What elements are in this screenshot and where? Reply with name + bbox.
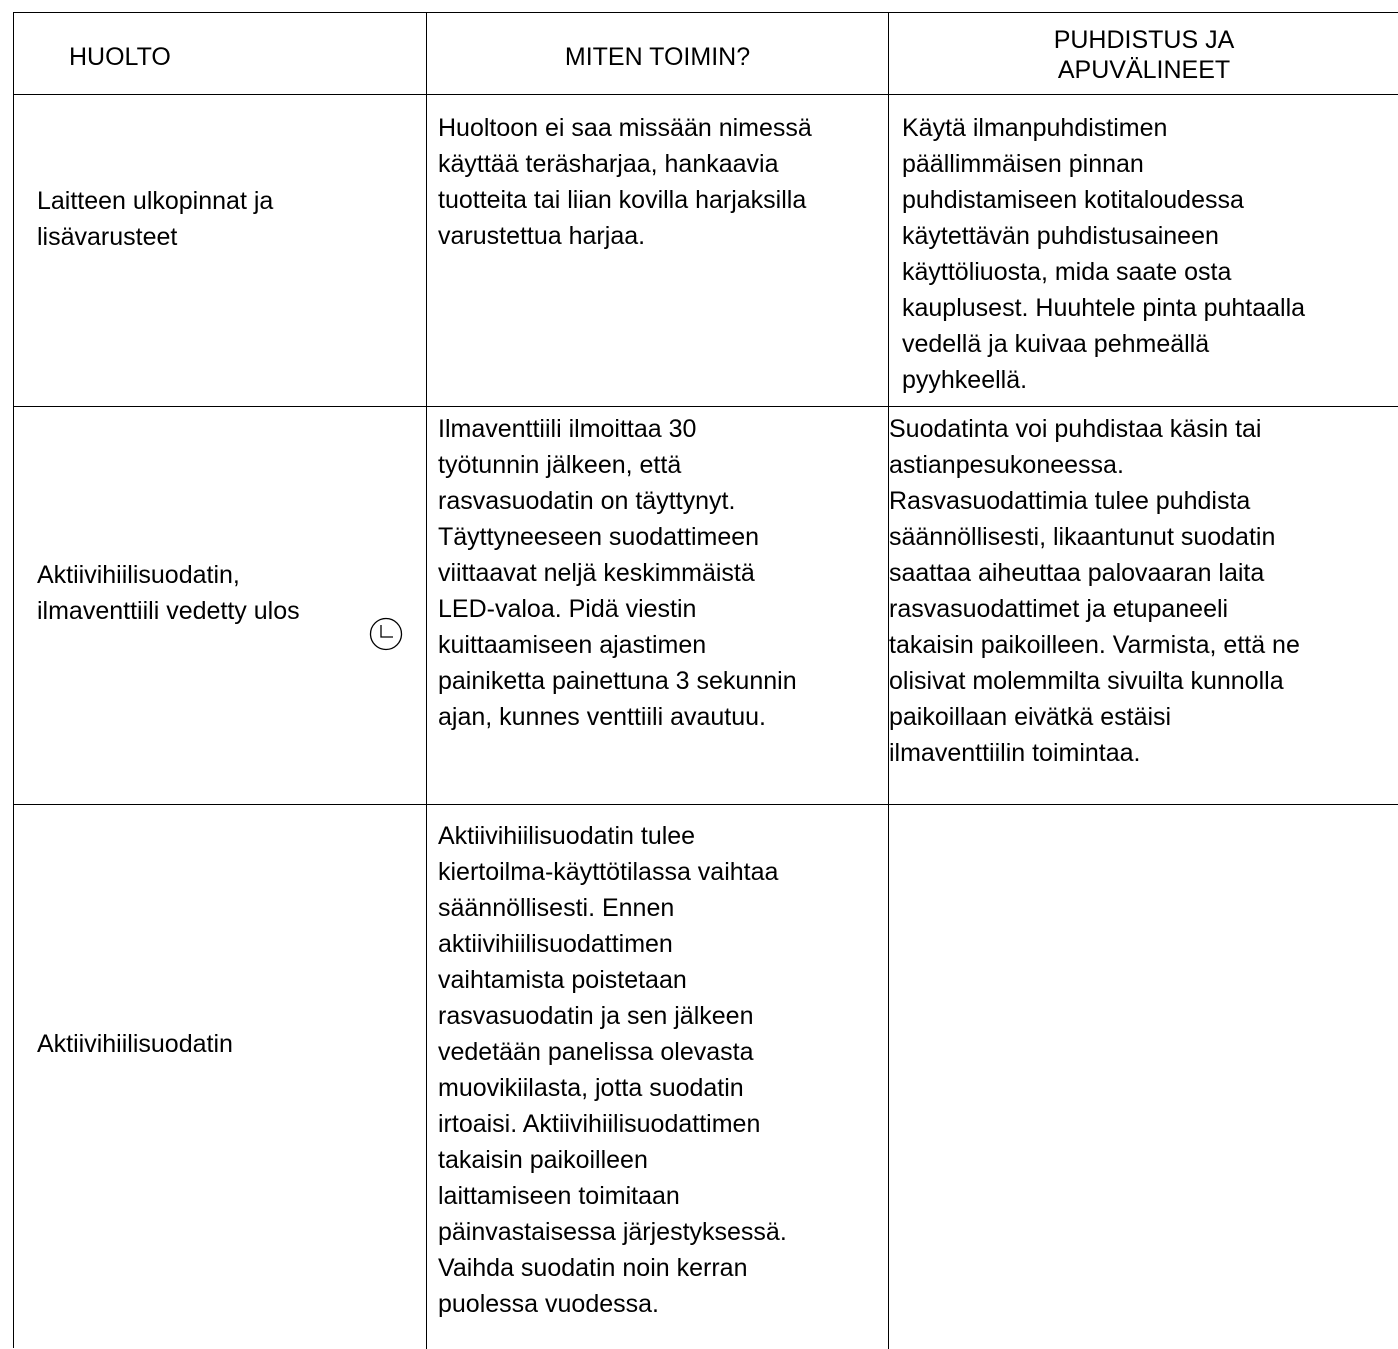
header-cleaning: PUHDISTUS JA APUVÄLINEET <box>1053 26 1235 84</box>
header-how: MITEN TOIMIN? <box>564 43 751 71</box>
row-how-cell <box>427 95 889 406</box>
row-item-cell <box>14 805 427 1349</box>
row-how-text: Huoltoon ei saa missään nimessä käyttää teräsharjaa, hankaavia tuotteita tai liian kovilla harjaksilla varustettua harjaa. <box>438 114 812 250</box>
table-row <box>14 95 1398 407</box>
table-row <box>14 805 1398 1349</box>
row-how-cell <box>427 805 889 1349</box>
row-item-cell <box>14 95 427 406</box>
row-item-label: Aktiivihiilisuodatin <box>37 1030 233 1058</box>
table-row <box>14 407 1398 805</box>
row-cleaning-cell <box>889 95 1398 406</box>
timer-clock-icon <box>369 617 403 651</box>
row-cleaning-cell <box>889 805 1398 1349</box>
header-cell-cleaning <box>889 13 1398 94</box>
header-cell-maintenance <box>14 13 427 94</box>
header-cell-how <box>427 13 889 94</box>
row-how-cell <box>427 407 889 804</box>
maintenance-table <box>13 12 1398 1348</box>
row-item-label: Laitteen ulkopinnat ja lisävarusteet <box>37 187 274 251</box>
row-cleaning-cell <box>889 407 1398 804</box>
header-maintenance: HUOLTO <box>69 43 171 71</box>
row-cleaning-text: Suodatinta voi puhdistaa käsin tai astianpesukoneessa. Rasvasuodattimia tulee puhdista säännöllisesti, likaantunut suodatin saattaa aiheuttaa palovaaran laita rasvasuodattimet ja etupaneeli takaisin paikoilleen. Varmista, että ne olisivat molemmilta sivuilta kunnolla paikoillaan eivätkä estäisi ilmaventtiilin toimintaa. <box>889 415 1300 767</box>
row-item-cell <box>14 407 427 804</box>
row-how-text: Ilmaventtiili ilmoittaa 30 työtunnin jälkeen, että rasvasuodatin on täyttynyt. Täyttyneeseen suodattimeen viittaavat neljä keskimmäistä LED-valoa. Pidä viestin kuittaamiseen ajastimen painiketta painettuna 3 sekunnin ajan, kunnes venttiili avautuu. <box>438 415 797 731</box>
header-row <box>14 13 1398 95</box>
row-cleaning-text: Käytä ilmanpuhdistimen päällimmäisen pinnan puhdistamiseen kotitaloudessa käytettävän puhdistusaineen käyttöliuosta, mida saate osta kauplusest. Huuhtele pinta puhtaalla vedellä ja kuivaa pehmeällä pyyhkeellä. <box>902 114 1306 394</box>
row-item-label: Aktiivihiilisuodatin, ilmaventtiili vedetty ulos <box>37 561 300 625</box>
row-how-text: Aktiivihiilisuodatin tulee kiertoilma-käyttötilassa vaihtaa säännöllisesti. Ennen aktiivihiilisuodattimen vaihtamista poistetaan rasvasuodatin ja sen jälkeen vedetään panelissa olevasta muovikiilasta, jotta suodatin irtoaisi. Aktiivihiilisuodattimen takaisin paikoilleen laittamiseen toimitaan päinvastaisessa järjestyksessä. Vaihda suodatin noin kerran puolessa vuodessa. <box>438 822 787 1318</box>
